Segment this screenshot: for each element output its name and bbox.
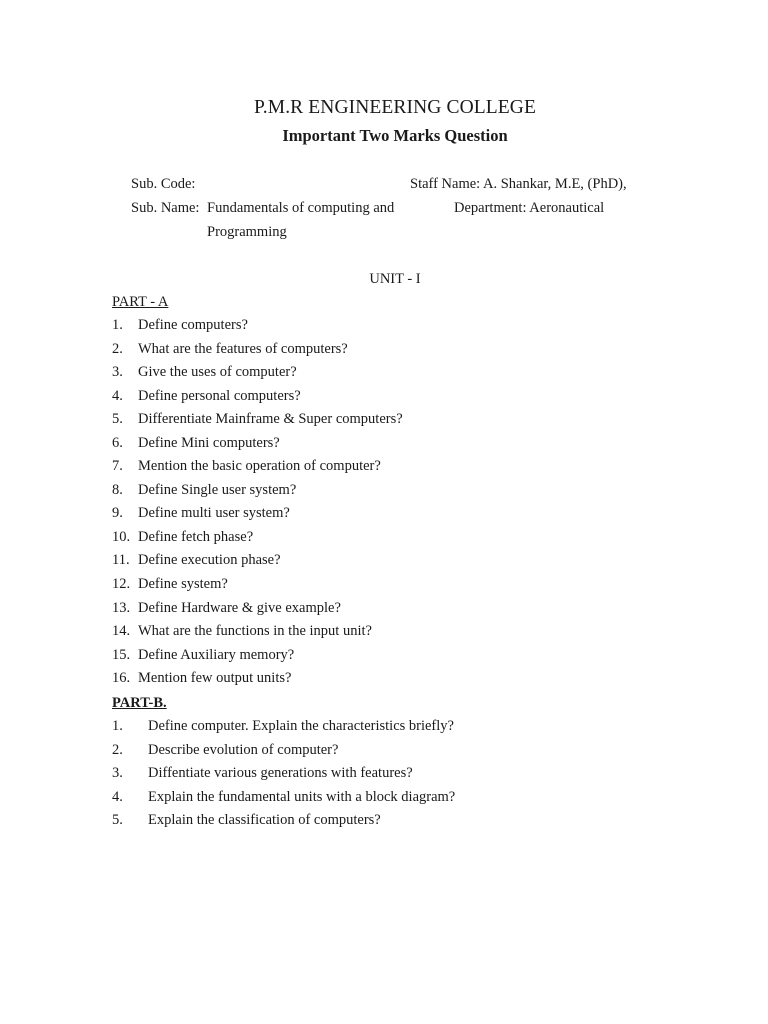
question-text: What are the features of computers?: [138, 340, 348, 357]
question-number: 7.: [112, 458, 123, 475]
question-text: Explain the fundamental units with a block diagram?: [148, 788, 456, 805]
question-item: [112, 597, 403, 621]
question-text: Differentiate Mainframe & Super computers?: [138, 411, 403, 428]
question-text: Define execution phase?: [138, 552, 281, 569]
question-text: Define fetch phase?: [138, 528, 254, 545]
part-a-heading: PART - A: [112, 294, 169, 310]
question-text: Define computer. Explain the characteristics briefly?: [148, 718, 454, 734]
department: Department: Aeronautical: [454, 200, 605, 216]
question-text: Mention few output units?: [138, 670, 292, 687]
question-item: [112, 739, 455, 763]
sub-name-line2: Programming: [207, 224, 287, 240]
question-item: [112, 408, 403, 432]
part-a-question-list: [112, 314, 403, 691]
question-text: Describe evolution of computer?: [148, 741, 339, 758]
question-item: [112, 361, 403, 385]
question-item: [112, 479, 403, 503]
question-number: 8.: [112, 481, 123, 498]
sub-name-line1: Fundamentals of computing and: [207, 200, 395, 216]
question-number: 11.: [112, 552, 130, 569]
question-text: Define multi user system?: [138, 505, 290, 522]
question-number: 9.: [112, 505, 123, 522]
question-number: 14.: [112, 623, 131, 640]
question-number: 2.: [112, 741, 123, 758]
question-number: 10.: [112, 528, 131, 545]
document-title: Important Two Marks Question: [282, 126, 508, 145]
question-text: Define personal computers?: [138, 387, 301, 404]
question-text: Define computers?: [138, 317, 248, 333]
question-item: [112, 786, 455, 810]
question-text: Define Hardware & give example?: [138, 599, 341, 616]
question-number: 4.: [112, 788, 123, 805]
question-item: [112, 432, 403, 456]
question-text: Define system?: [138, 576, 228, 593]
question-number: 3.: [112, 364, 123, 381]
question-text: Define Mini computers?: [138, 434, 280, 451]
sub-name-label: Sub. Name:: [131, 200, 200, 216]
question-number: 3.: [112, 765, 123, 782]
question-number: 1.: [112, 718, 123, 734]
question-number: 1.: [112, 317, 123, 333]
college-name: P.M.R ENGINEERING COLLEGE: [254, 97, 536, 118]
question-item: [112, 573, 403, 597]
question-item: [112, 762, 455, 786]
question-item: [112, 667, 403, 691]
question-item: [112, 644, 403, 668]
question-text: Explain the classification of computers?: [148, 812, 381, 829]
question-number: 12.: [112, 576, 131, 593]
question-item: [112, 502, 403, 526]
question-item: [112, 455, 403, 479]
question-item: [112, 338, 403, 362]
question-number: 13.: [112, 599, 131, 616]
question-number: 5.: [112, 812, 123, 829]
question-number: 5.: [112, 411, 123, 428]
question-item: [112, 385, 403, 409]
question-text: Mention the basic operation of computer?: [138, 458, 381, 475]
question-text: Give the uses of computer?: [138, 364, 297, 381]
question-number: 15.: [112, 646, 131, 663]
part-b-question-list: [112, 715, 455, 833]
question-item: [112, 314, 403, 338]
question-number: 4.: [112, 387, 123, 404]
unit-heading: UNIT - I: [369, 271, 421, 287]
staff-name: Staff Name: A. Shankar, M.E, (PhD),: [410, 176, 627, 192]
part-b-heading: PART-B.: [112, 695, 167, 711]
question-item: [112, 620, 403, 644]
question-text: Diffentiate various generations with features?: [148, 765, 413, 782]
question-text: What are the functions in the input unit?: [138, 623, 372, 640]
question-item: [112, 715, 455, 739]
question-text: Define Single user system?: [138, 481, 297, 498]
sub-code-label: Sub. Code:: [131, 176, 196, 192]
question-item: [112, 549, 403, 573]
question-text: Define Auxiliary memory?: [138, 646, 295, 663]
question-number: 2.: [112, 340, 123, 357]
question-item: [112, 526, 403, 550]
question-item: [112, 809, 455, 833]
question-number: 16.: [112, 670, 131, 687]
question-number: 6.: [112, 434, 123, 451]
